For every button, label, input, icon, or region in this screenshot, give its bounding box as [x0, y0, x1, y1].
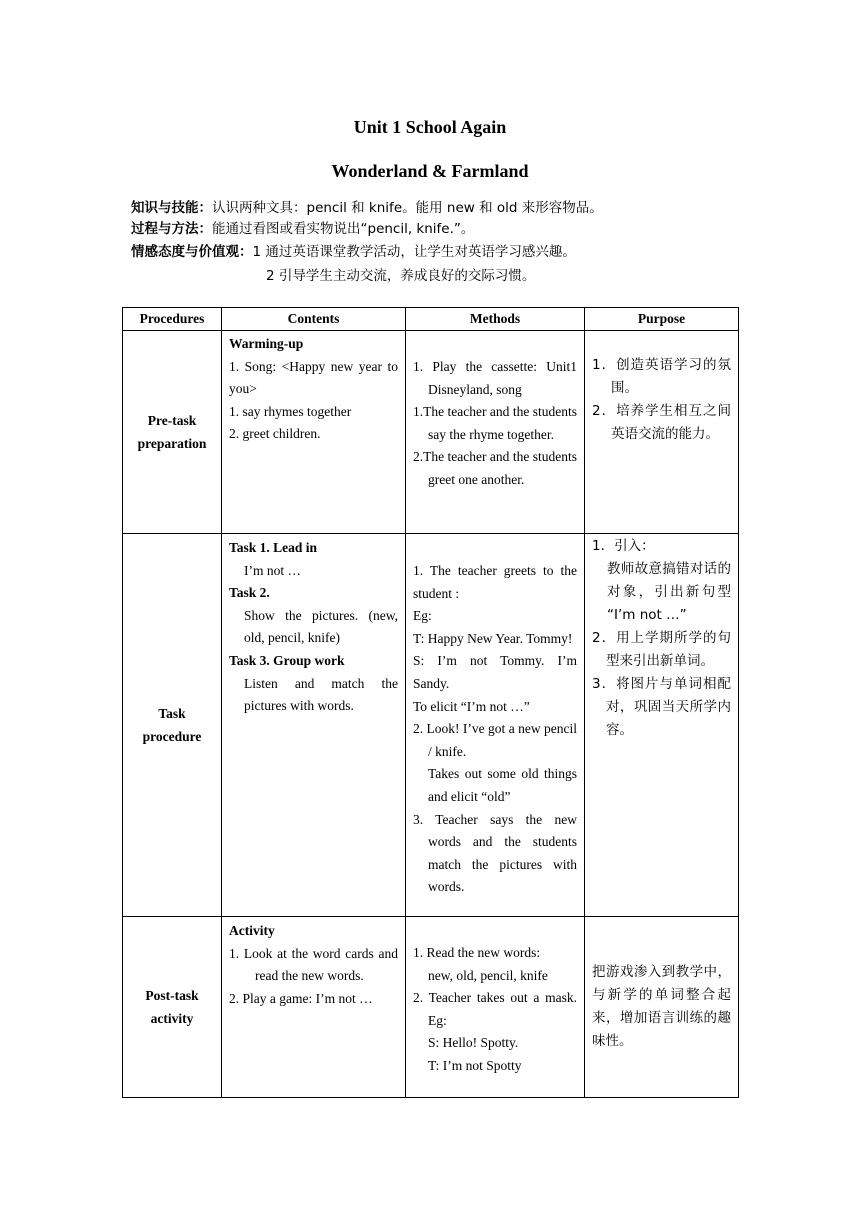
contents-line: 2. Play a game: I’m not … [229, 990, 373, 1006]
purpose-cell [585, 331, 739, 534]
methods-line: S: I’m not Tommy. I’m Sandy. [413, 653, 577, 691]
purpose-line: 1．创造英语学习的氛围。 [592, 357, 731, 396]
contents-heading: Warming-up [229, 336, 304, 351]
stage-cell [123, 331, 222, 534]
purpose-line: 把游戏渗入到教学中，与新学的单词整合起来，增加语言训练的趣味性。 [592, 964, 731, 1049]
page-subtitle: Wonderland & Farmland [331, 161, 529, 181]
methods-line: Eg: [413, 608, 432, 624]
objective-text: 2 引导学生主动交流，养成良好的交际习惯。 [266, 268, 536, 284]
objective-text: 能通过看图或看实物说出“pencil, knife.”。 [212, 221, 475, 237]
purpose-cell [585, 534, 739, 917]
stage-cell [123, 534, 222, 917]
methods-line: 1. Read the new words: [413, 945, 541, 960]
purpose-cell [585, 917, 739, 1098]
stage-line: activity [150, 1011, 194, 1026]
methods-line: 2.The teacher and the students greet one another. [413, 449, 577, 487]
methods-line: S: Hello! Spotty. [428, 1035, 519, 1051]
contents-line: Listen and match the pictures with words. [244, 675, 398, 714]
header-methods: Methods [406, 308, 585, 331]
lesson-plan-table [122, 307, 739, 1098]
stage-line: preparation [137, 436, 207, 451]
methods-line: 1.The teacher and the students say the rhyme together. [413, 404, 577, 442]
stage-line: Pre-task [147, 413, 197, 428]
contents-cell [222, 917, 406, 1098]
methods-line: new, old, pencil, knife [428, 967, 548, 983]
purpose-line: 教师故意搞错对话的对象，引出新句型 “I’m not …” [607, 561, 731, 623]
table-row [123, 331, 739, 534]
methods-line: 2. Look! I’ve got a new pencil / knife. [413, 721, 577, 759]
purpose-line: 3．将图片与单词相配对，巩固当天所学内容。 [592, 676, 731, 738]
contents-line: I’m not … [244, 562, 301, 578]
methods-cell [406, 534, 585, 917]
contents-line: 1. say rhymes together [229, 403, 352, 419]
methods-line: T: I’m not Spotty [428, 1057, 522, 1073]
methods-line: 1. The teacher greets to the student : [413, 563, 577, 601]
contents-cell [222, 534, 406, 917]
contents-heading: Activity [229, 923, 275, 938]
table-row [123, 917, 739, 1098]
contents-line: 1. Look at the word cards and read the new words. [229, 945, 398, 984]
stage-line: Task [158, 706, 186, 721]
header-contents: Contents [222, 308, 406, 331]
stage-cell [123, 917, 222, 1098]
objective-text: 认识两种文具：pencil 和 knife。能用 new 和 old 来形容物品。 [212, 200, 603, 216]
contents-line: Show the pictures. (new, old, pencil, knife) [244, 607, 398, 646]
purpose-line: 2．用上学期所学的句型来引出新单词。 [592, 630, 731, 669]
methods-line: To elicit “I’m not …” [413, 698, 530, 714]
page-title: Unit 1 School Again [353, 117, 507, 137]
methods-line: T: Happy New Year. Tommy! [413, 630, 573, 646]
methods-line: Takes out some old things and elicit “old” [428, 766, 577, 804]
objective-label: 知识与技能： [131, 200, 212, 216]
contents-line: 1. Song: <Happy new year to you> [229, 358, 398, 397]
methods-cell [406, 917, 585, 1098]
objective-label: 过程与方法： [131, 221, 212, 237]
purpose-line: 1．引入： [592, 538, 655, 554]
objective-text: 1 通过英语课堂教学活动，让学生对英语学习感兴趣。 [252, 244, 576, 260]
purpose-line: 2．培养学生相互之间英语交流的能力。 [592, 403, 731, 442]
stage-line: procedure [142, 729, 202, 744]
contents-line: 2. greet children. [229, 426, 321, 442]
objective-attitude [131, 243, 576, 261]
header-procedures: Procedures [123, 308, 222, 331]
contents-heading: Task 3. Group work [229, 652, 345, 668]
objective-process [131, 220, 474, 238]
stage-line: Post-task [145, 988, 199, 1003]
contents-heading: Task 2. [229, 585, 270, 601]
header-purpose: Purpose [585, 308, 739, 331]
contents-heading: Task 1. Lead in [229, 540, 318, 555]
contents-cell [222, 331, 406, 534]
methods-line: 2. Teacher takes out a mask. Eg: [413, 990, 577, 1028]
methods-line: 3. Teacher says the new words and the students match the pictures with words. [413, 811, 577, 895]
table-header-row [123, 308, 739, 331]
objective-label: 情感态度与价值观： [131, 244, 253, 260]
methods-line: 1. Play the cassette: Unit1 Disneyland, song [413, 359, 577, 397]
objective-attitude-2 [266, 267, 535, 285]
methods-cell [406, 331, 585, 534]
objective-knowledge [131, 199, 603, 217]
table-row [123, 534, 739, 917]
